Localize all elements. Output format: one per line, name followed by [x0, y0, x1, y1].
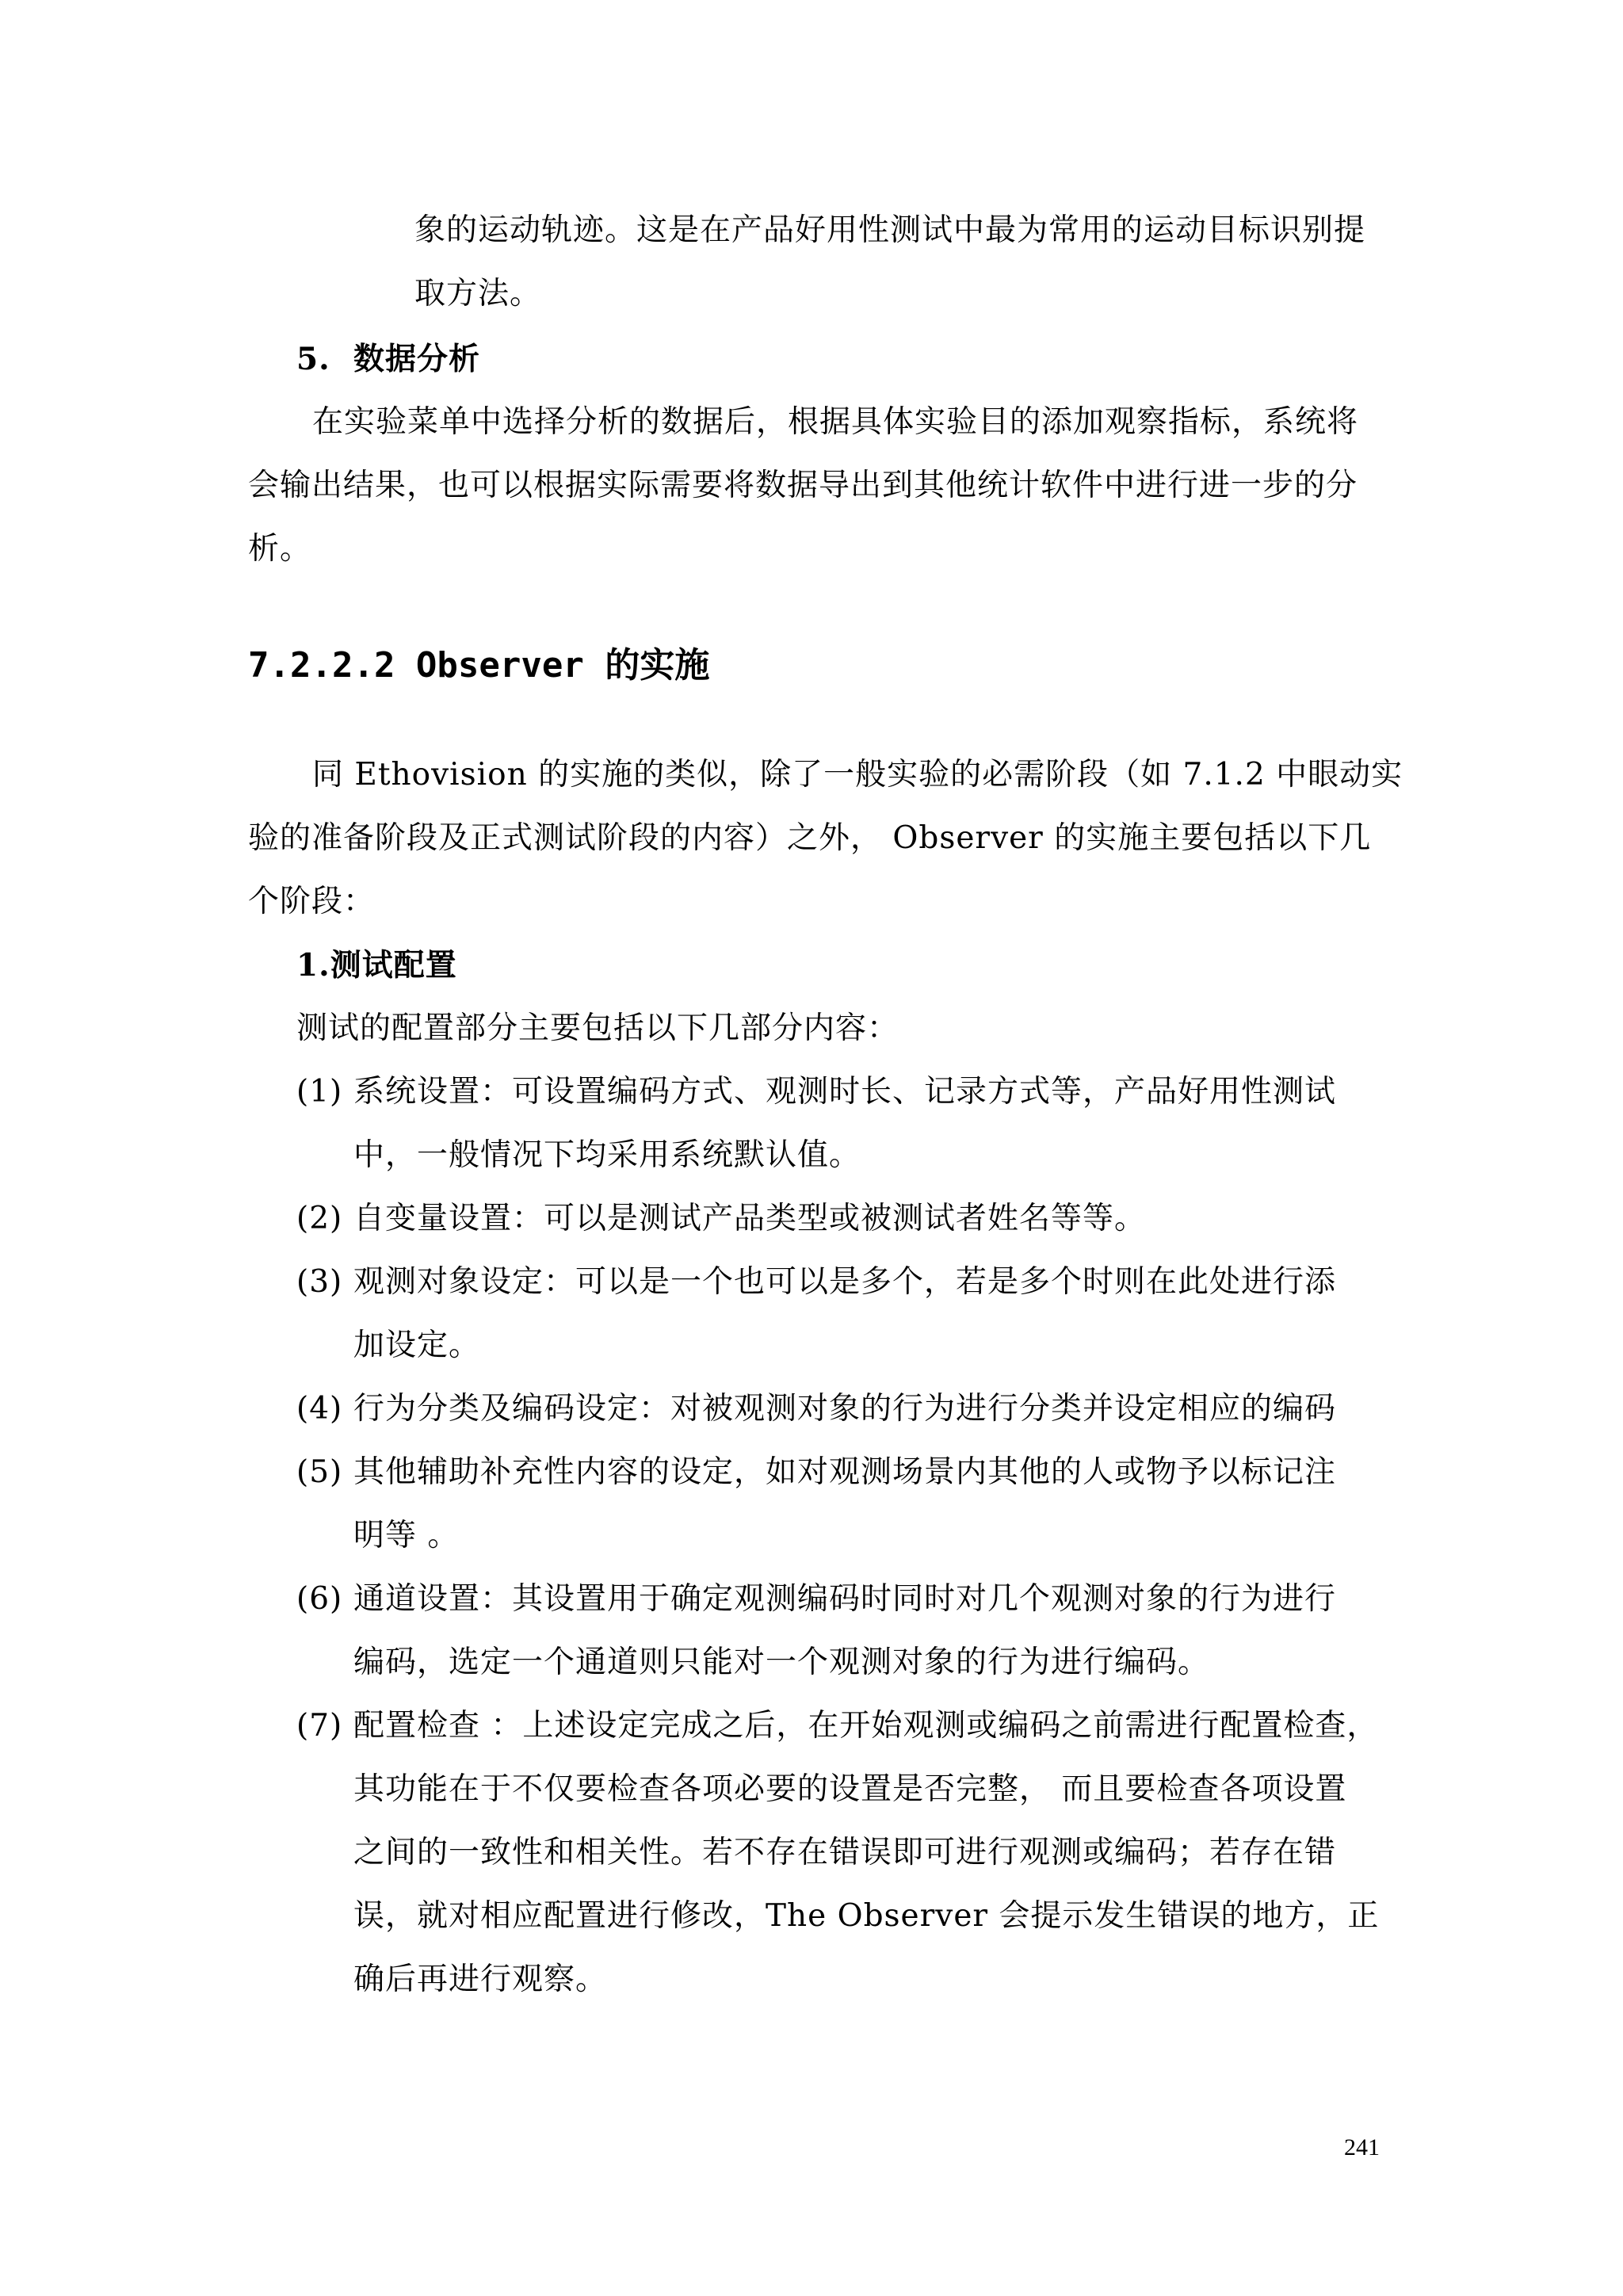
- section-5-number: 5.: [296, 341, 330, 377]
- list-item-7: [296, 1706, 1378, 1746]
- list-item-6: [296, 1580, 1336, 1619]
- page-number: 241: [1344, 2134, 1380, 2160]
- list-item-3: [296, 1263, 1336, 1302]
- list-item-1: [296, 1072, 1336, 1112]
- list-item-text: 其他辅助补充性内容的设定，如对观测场景内其他的人或物予以标记注: [353, 1454, 1337, 1490]
- section-5-para-line-3: 析。: [248, 531, 312, 567]
- list-item-number: (2): [296, 1201, 343, 1236]
- list-item-3-cont: 加设定。: [353, 1328, 481, 1363]
- subsection-1-lead: 测试的配置部分主要包括以下几部分内容：: [296, 1010, 899, 1046]
- intro-para-line-2: 验的准备阶段及正式测试阶段的内容）之外， Observer 的实施主要包括以下几: [248, 820, 1372, 856]
- list-item-text: 系统设置：可设置编码方式、观测时长、记录方式等，产品好用性测试: [353, 1074, 1337, 1110]
- section-5-title: 数据分析: [353, 341, 481, 377]
- list-item-1-cont: 中，一般情况下均采用系统默认值。: [353, 1137, 861, 1173]
- list-item-number: (7): [296, 1708, 343, 1744]
- list-item-7-cont-4: 确后再进行观察。: [353, 1962, 608, 1997]
- section-5-para-line-2: 会输出结果，也可以根据实际需要将数据导出到其他统计软件中进行进一步的分: [248, 468, 1358, 503]
- list-item-6-cont: 编码，选定一个通道则只能对一个观测对象的行为进行编码。: [353, 1645, 1210, 1680]
- list-item-number: (3): [296, 1264, 343, 1300]
- list-item-number: (4): [296, 1391, 343, 1427]
- list-item-text: 自变量设置：可以是测试产品类型或被测试者姓名等等。: [353, 1201, 1147, 1236]
- list-item-number: (5): [296, 1454, 343, 1490]
- list-item-7-cont-3: 误，就对相应配置进行修改，The Observer 会提示发生错误的地方，正: [353, 1898, 1380, 1934]
- section-heading: 7.2.2.2 Observer 的实施: [248, 645, 710, 686]
- list-item-4: [296, 1389, 1336, 1429]
- subsection-1-title: 1.测试配置: [296, 947, 457, 984]
- section-5-para-line-1: 在实验菜单中选择分析的数据后，根据具体实验目的添加观察指标，系统将: [312, 404, 1359, 440]
- list-item-text: 通道设置：其设置用于确定观测编码时同时对几个观测对象的行为进行: [353, 1581, 1337, 1617]
- list-item-7-cont-2: 之间的一致性和相关性。若不存在错误即可进行观测或编码；若存在错: [353, 1835, 1337, 1870]
- intro-para-line-1: 同 Ethovision 的实施的类似，除了一般实验的必需阶段（如 7.1.2 中眼动实: [312, 757, 1403, 793]
- list-item-number: (1): [296, 1074, 343, 1110]
- list-item-text: 行为分类及编码设定：对被观测对象的行为进行分类并设定相应的编码: [353, 1391, 1337, 1427]
- intro-line-2: 取方法。: [414, 276, 542, 311]
- list-item-text: 配置检查 ：上述设定完成之后，在开始观测或编码之前需进行配置检查，: [353, 1708, 1379, 1744]
- list-item-text: 观测对象设定：可以是一个也可以是多个，若是多个时则在此处进行添: [353, 1264, 1337, 1300]
- intro-line-1: 象的运动轨迹。这是在产品好用性测试中最为常用的运动目标识别提: [414, 212, 1366, 248]
- list-item-5: [296, 1453, 1336, 1492]
- list-item-7-cont-1: 其功能在于不仅要检查各项必要的设置是否完整， 而且要检查各项设置: [353, 1771, 1347, 1807]
- list-item-number: (6): [296, 1581, 343, 1617]
- list-item-5-cont: 明等 。: [353, 1518, 460, 1553]
- intro-para-line-3: 个阶段：: [248, 884, 376, 919]
- list-item-2: [296, 1199, 1146, 1239]
